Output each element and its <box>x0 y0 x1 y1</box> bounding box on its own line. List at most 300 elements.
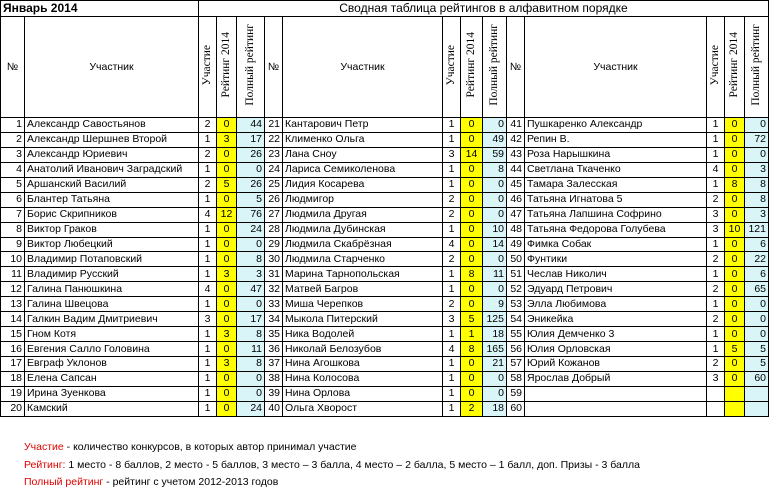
rating-2014-1: 3 <box>217 327 237 342</box>
table-row <box>1 282 769 297</box>
rating-2014-3: 0 <box>725 132 745 147</box>
row-num-3: 55 <box>507 327 525 342</box>
participation-count-1: 1 <box>199 162 217 177</box>
participant-name-2: Ольга Хворост <box>283 401 443 416</box>
full-rating-3 <box>745 386 769 401</box>
table-row <box>1 267 769 282</box>
row-num-3: 43 <box>507 147 525 162</box>
row-num-2: 38 <box>265 371 283 386</box>
row-num-3: 57 <box>507 357 525 372</box>
rating-2014-1: 0 <box>217 401 237 416</box>
participant-name-2: Николай Белозубов <box>283 342 443 357</box>
full-rating-1: 44 <box>237 118 265 133</box>
participation-count-2: 1 <box>443 177 461 192</box>
rating-2014-3: 0 <box>725 327 745 342</box>
table-row <box>1 147 769 162</box>
participation-count-2: 1 <box>443 386 461 401</box>
col-num-1: № <box>1 17 25 118</box>
row-num-3: 59 <box>507 386 525 401</box>
participant-name-2: Людмила Скабрёзная <box>283 237 443 252</box>
col-participant-3: Участник <box>525 17 707 118</box>
participant-name-2: Миша Черепков <box>283 297 443 312</box>
participation-count-3: 2 <box>707 282 725 297</box>
rating-2014-3: 0 <box>725 207 745 222</box>
participation-count-2: 4 <box>443 342 461 357</box>
row-num-2: 34 <box>265 312 283 327</box>
col-participation-3: Участие <box>709 44 721 86</box>
full-rating-1: 24 <box>237 222 265 237</box>
participation-count-3: 1 <box>707 267 725 282</box>
participation-count-2: 1 <box>443 357 461 372</box>
full-rating-3: 60 <box>745 371 769 386</box>
participation-count-1: 4 <box>199 282 217 297</box>
row-num-1: 5 <box>1 177 25 192</box>
rating-2014-2: 5 <box>461 312 483 327</box>
row-num-2: 27 <box>265 207 283 222</box>
rating-2014-3: 0 <box>725 312 745 327</box>
row-num-3: 42 <box>507 132 525 147</box>
full-rating-1: 26 <box>237 177 265 192</box>
table-row <box>1 192 769 207</box>
participant-name-1: Анатолий Иванович Заградский <box>25 162 199 177</box>
participation-count-1: 4 <box>199 207 217 222</box>
full-rating-3: 3 <box>745 207 769 222</box>
full-rating-2: 0 <box>483 386 507 401</box>
rating-2014-1: 0 <box>217 192 237 207</box>
participant-name-3: Роза Нарышкина <box>525 147 707 162</box>
rating-2014-3: 0 <box>725 237 745 252</box>
rating-2014-2: 0 <box>461 207 483 222</box>
full-rating-3: 0 <box>745 327 769 342</box>
table-row <box>1 386 769 401</box>
full-rating-2: 0 <box>483 282 507 297</box>
participant-name-2: Марина Тарнопольская <box>283 267 443 282</box>
full-rating-3: 65 <box>745 282 769 297</box>
participation-count-2: 3 <box>443 312 461 327</box>
full-rating-1: 17 <box>237 312 265 327</box>
participant-name-1: Галкин Вадим Дмитриевич <box>25 312 199 327</box>
row-num-2: 32 <box>265 282 283 297</box>
participant-name-1: Елена Сапсан <box>25 371 199 386</box>
full-rating-2: 18 <box>483 327 507 342</box>
full-rating-2: 8 <box>483 162 507 177</box>
full-rating-2: 0 <box>483 371 507 386</box>
table-row <box>1 118 769 133</box>
rating-2014-3 <box>725 401 745 416</box>
participant-name-3: Чеслав Николич <box>525 267 707 282</box>
rating-2014-1: 0 <box>217 386 237 401</box>
row-num-2: 23 <box>265 147 283 162</box>
participant-name-2: Ника Водолей <box>283 327 443 342</box>
col-rating-3: Рейтинг 2014 <box>728 32 740 98</box>
row-num-3: 52 <box>507 282 525 297</box>
participation-count-3 <box>707 386 725 401</box>
header-row <box>1 17 769 118</box>
full-rating-3: 121 <box>745 222 769 237</box>
participation-count-2: 2 <box>443 252 461 267</box>
participation-count-2: 1 <box>443 401 461 416</box>
rating-2014-2: 0 <box>461 371 483 386</box>
rating-2014-2: 8 <box>461 267 483 282</box>
full-rating-3: 8 <box>745 177 769 192</box>
legend-full-rating-key: Полный рейтинг <box>24 476 104 488</box>
full-rating-1: 47 <box>237 282 265 297</box>
table-row <box>1 357 769 372</box>
row-num-2: 24 <box>265 162 283 177</box>
row-num-2: 35 <box>265 327 283 342</box>
row-num-3: 56 <box>507 342 525 357</box>
full-rating-1: 24 <box>237 401 265 416</box>
full-rating-1: 0 <box>237 386 265 401</box>
participant-name-3 <box>525 386 707 401</box>
participation-count-3: 4 <box>707 162 725 177</box>
row-num-1: 18 <box>1 371 25 386</box>
row-num-3: 51 <box>507 267 525 282</box>
participation-count-1: 1 <box>199 252 217 267</box>
full-rating-2: 14 <box>483 237 507 252</box>
row-num-3: 46 <box>507 192 525 207</box>
row-num-3: 44 <box>507 162 525 177</box>
full-rating-1: 26 <box>237 147 265 162</box>
legend-participation <box>24 441 357 453</box>
rating-2014-1: 0 <box>217 371 237 386</box>
row-num-2: 30 <box>265 252 283 267</box>
participant-name-3 <box>525 401 707 416</box>
col-rating-1: Рейтинг 2014 <box>220 32 232 98</box>
row-num-3: 47 <box>507 207 525 222</box>
participation-count-3: 1 <box>707 237 725 252</box>
participation-count-1: 1 <box>199 386 217 401</box>
full-rating-1: 0 <box>237 237 265 252</box>
participant-name-3: Татьяна Лапшина Софрино <box>525 207 707 222</box>
row-num-2: 25 <box>265 177 283 192</box>
participation-count-3: 1 <box>707 297 725 312</box>
row-num-1: 16 <box>1 342 25 357</box>
full-rating-1: 0 <box>237 162 265 177</box>
participant-name-2: Нина Агошкова <box>283 357 443 372</box>
participant-name-2: Клименко Ольга <box>283 132 443 147</box>
full-rating-2: 0 <box>483 252 507 267</box>
participant-name-3: Татьяна Игнатова 5 <box>525 192 707 207</box>
participant-name-1: Александр Шершнев Второй <box>25 132 199 147</box>
full-rating-2: 0 <box>483 177 507 192</box>
rating-2014-1: 0 <box>217 147 237 162</box>
participant-name-1: Владимир Потаповский <box>25 252 199 267</box>
rating-2014-3: 0 <box>725 147 745 162</box>
rating-2014-3: 0 <box>725 357 745 372</box>
full-rating-2: 165 <box>483 342 507 357</box>
full-rating-1: 0 <box>237 297 265 312</box>
rating-2014-2: 1 <box>461 327 483 342</box>
participation-count-1: 2 <box>199 177 217 192</box>
participation-count-3: 2 <box>707 357 725 372</box>
rating-2014-3: 0 <box>725 118 745 133</box>
legend-full-rating <box>24 476 278 488</box>
participation-count-1: 1 <box>199 342 217 357</box>
rating-2014-1: 12 <box>217 207 237 222</box>
month-title: Январь 2014 <box>1 1 199 17</box>
participation-count-2: 1 <box>443 118 461 133</box>
row-num-1: 9 <box>1 237 25 252</box>
participant-name-3: Элла Любимова <box>525 297 707 312</box>
rating-2014-3: 0 <box>725 192 745 207</box>
rating-2014-1: 0 <box>217 162 237 177</box>
rating-2014-2: 0 <box>461 386 483 401</box>
rating-2014-2: 0 <box>461 162 483 177</box>
participation-count-3: 3 <box>707 222 725 237</box>
row-num-3: 48 <box>507 222 525 237</box>
participant-name-3: Фунтики <box>525 252 707 267</box>
legend-participation-text: - количество конкурсов, в которых автор принимал участие <box>63 441 357 453</box>
row-num-3: 53 <box>507 297 525 312</box>
rating-2014-1: 0 <box>217 222 237 237</box>
participation-count-1: 1 <box>199 371 217 386</box>
full-rating-3: 5 <box>745 342 769 357</box>
participant-name-2: Матвей Багров <box>283 282 443 297</box>
rating-2014-3: 10 <box>725 222 745 237</box>
participant-name-2: Нина Колосова <box>283 371 443 386</box>
participation-count-3 <box>707 401 725 416</box>
participant-name-3: Ярослав Добрый <box>525 371 707 386</box>
col-full-rating-1: Полный рейтинг <box>244 24 256 106</box>
participation-count-2: 1 <box>443 371 461 386</box>
row-num-3: 49 <box>507 237 525 252</box>
full-rating-2: 11 <box>483 267 507 282</box>
participation-count-1: 1 <box>199 297 217 312</box>
legend-rating-key: Рейтинг: <box>24 459 66 471</box>
full-rating-2: 18 <box>483 401 507 416</box>
rating-2014-3: 0 <box>725 162 745 177</box>
full-rating-2: 59 <box>483 147 507 162</box>
table-row <box>1 132 769 147</box>
legend-full-rating-text: - рейтинг с учетом 2012-2013 годов <box>103 476 279 488</box>
participation-count-1: 3 <box>199 312 217 327</box>
full-rating-3: 6 <box>745 237 769 252</box>
participation-count-3: 1 <box>707 327 725 342</box>
rating-2014-1: 3 <box>217 267 237 282</box>
table-row <box>1 401 769 416</box>
col-full-rating-2: Полный рейтинг <box>488 24 500 106</box>
full-rating-3: 5 <box>745 357 769 372</box>
row-num-1: 10 <box>1 252 25 267</box>
full-rating-1: 8 <box>237 252 265 267</box>
full-rating-2: 49 <box>483 132 507 147</box>
table-row <box>1 177 769 192</box>
participation-count-3: 2 <box>707 192 725 207</box>
participation-count-2: 2 <box>443 207 461 222</box>
participant-name-1: Евграф Уклонов <box>25 357 199 372</box>
rating-2014-3: 5 <box>725 342 745 357</box>
legend-rating-text: 1 место - 8 баллов, 2 место - 5 баллов, 3 место – 3 балла, 4 место – 2 балла, 5 место – 1 балл, доп. Призы - 3 балла <box>65 459 640 471</box>
participant-name-1: Борис Скрипников <box>25 207 199 222</box>
participation-count-2: 1 <box>443 132 461 147</box>
participation-count-2: 1 <box>443 282 461 297</box>
participation-count-3: 1 <box>707 132 725 147</box>
participant-name-3: Фимка Собак <box>525 237 707 252</box>
rating-2014-1: 5 <box>217 177 237 192</box>
rating-2014-2: 0 <box>461 118 483 133</box>
participation-count-3: 2 <box>707 252 725 267</box>
row-num-2: 29 <box>265 237 283 252</box>
participation-count-2: 3 <box>443 147 461 162</box>
full-rating-1: 3 <box>237 267 265 282</box>
full-rating-1: 8 <box>237 327 265 342</box>
row-num-1: 2 <box>1 132 25 147</box>
table-row <box>1 162 769 177</box>
participation-count-1: 1 <box>199 327 217 342</box>
full-rating-3: 72 <box>745 132 769 147</box>
row-num-1: 17 <box>1 357 25 372</box>
legend-rating <box>24 459 640 471</box>
rating-2014-1: 0 <box>217 342 237 357</box>
participation-count-1: 1 <box>199 237 217 252</box>
table-row <box>1 327 769 342</box>
rating-2014-1: 0 <box>217 297 237 312</box>
col-rating-2: Рейтинг 2014 <box>465 32 477 98</box>
full-rating-2: 0 <box>483 207 507 222</box>
participant-name-1: Виктор Любецкий <box>25 237 199 252</box>
table-row <box>1 237 769 252</box>
row-num-2: 39 <box>265 386 283 401</box>
rating-2014-2: 14 <box>461 147 483 162</box>
row-num-3: 45 <box>507 177 525 192</box>
row-num-3: 60 <box>507 401 525 416</box>
participant-name-2: Мыкола Питерский <box>283 312 443 327</box>
rating-2014-2: 0 <box>461 192 483 207</box>
participation-count-2: 2 <box>443 297 461 312</box>
col-participation-1: Участие <box>201 44 213 86</box>
full-rating-2: 9 <box>483 297 507 312</box>
participant-name-3: Юрий Кожанов <box>525 357 707 372</box>
row-num-1: 13 <box>1 297 25 312</box>
participant-name-1: Александр Юриевич <box>25 147 199 162</box>
rating-2014-2: 2 <box>461 401 483 416</box>
participation-count-3: 3 <box>707 207 725 222</box>
full-rating-3: 3 <box>745 162 769 177</box>
participant-name-3: Репин В. <box>525 132 707 147</box>
participant-name-3: Эдуард Петрович <box>525 282 707 297</box>
rating-2014-2: 0 <box>461 252 483 267</box>
rating-2014-2: 0 <box>461 132 483 147</box>
participation-count-3: 1 <box>707 342 725 357</box>
col-participant-2: Участник <box>283 17 443 118</box>
participation-count-1: 1 <box>199 192 217 207</box>
full-rating-2: 21 <box>483 357 507 372</box>
rating-2014-3: 0 <box>725 252 745 267</box>
participant-name-2: Людмила Старченко <box>283 252 443 267</box>
participant-name-1: Аршанский Василий <box>25 177 199 192</box>
rating-2014-2: 0 <box>461 357 483 372</box>
participant-name-2: Кантарович Петр <box>283 118 443 133</box>
row-num-1: 19 <box>1 386 25 401</box>
rating-2014-1: 0 <box>217 282 237 297</box>
participation-count-1: 2 <box>199 118 217 133</box>
row-num-1: 14 <box>1 312 25 327</box>
rating-2014-2: 0 <box>461 177 483 192</box>
participation-count-2: 1 <box>443 222 461 237</box>
row-num-1: 11 <box>1 267 25 282</box>
participant-name-3: Юлия Демченко 3 <box>525 327 707 342</box>
rating-2014-1: 0 <box>217 237 237 252</box>
col-num-2: № <box>265 17 283 118</box>
participant-name-2: Людмила Другая <box>283 207 443 222</box>
col-num-3: № <box>507 17 525 118</box>
table-row <box>1 371 769 386</box>
table-row <box>1 312 769 327</box>
participant-name-2: Лидия Косарева <box>283 177 443 192</box>
participation-count-1: 2 <box>199 147 217 162</box>
full-rating-2: 125 <box>483 312 507 327</box>
participation-count-2: 4 <box>443 237 461 252</box>
participant-name-1: Александр Савостьянов <box>25 118 199 133</box>
full-rating-3: 22 <box>745 252 769 267</box>
participant-name-1: Галина Панюшкина <box>25 282 199 297</box>
rating-2014-3: 8 <box>725 177 745 192</box>
row-num-2: 22 <box>265 132 283 147</box>
row-num-2: 31 <box>265 267 283 282</box>
rating-2014-1: 3 <box>217 132 237 147</box>
participant-name-3: Татьяна Федорова Голубева <box>525 222 707 237</box>
row-num-2: 36 <box>265 342 283 357</box>
participation-count-2: 1 <box>443 267 461 282</box>
full-rating-1: 8 <box>237 357 265 372</box>
col-participation-2: Участие <box>445 44 457 86</box>
full-rating-3: 6 <box>745 267 769 282</box>
full-rating-3: 0 <box>745 118 769 133</box>
table-title: Сводная таблица рейтингов в алфавитном порядке <box>199 1 769 17</box>
full-rating-2: 0 <box>483 192 507 207</box>
row-num-1: 4 <box>1 162 25 177</box>
full-rating-1: 5 <box>237 192 265 207</box>
row-num-2: 21 <box>265 118 283 133</box>
table-row <box>1 222 769 237</box>
participation-count-3: 1 <box>707 118 725 133</box>
participant-name-1: Виктор Граков <box>25 222 199 237</box>
rating-2014-2: 0 <box>461 282 483 297</box>
full-rating-3: 0 <box>745 147 769 162</box>
participant-name-1: Евгения Салло Головина <box>25 342 199 357</box>
table-row <box>1 207 769 222</box>
participant-name-2: Людмила Дубинская <box>283 222 443 237</box>
full-rating-1: 76 <box>237 207 265 222</box>
row-num-2: 33 <box>265 297 283 312</box>
participant-name-1: Ирина Зуенкова <box>25 386 199 401</box>
rating-2014-3: 0 <box>725 371 745 386</box>
participation-count-1: 1 <box>199 357 217 372</box>
full-rating-2: 10 <box>483 222 507 237</box>
col-participant-1: Участник <box>25 17 199 118</box>
row-num-1: 20 <box>1 401 25 416</box>
row-num-2: 37 <box>265 357 283 372</box>
full-rating-1: 0 <box>237 371 265 386</box>
participation-count-2: 1 <box>443 162 461 177</box>
participation-count-3: 2 <box>707 312 725 327</box>
rating-2014-3 <box>725 386 745 401</box>
rating-2014-1: 0 <box>217 118 237 133</box>
full-rating-3: 8 <box>745 192 769 207</box>
table-row <box>1 297 769 312</box>
participant-name-1: Блантер Татьяна <box>25 192 199 207</box>
row-num-3: 50 <box>507 252 525 267</box>
full-rating-2: 0 <box>483 118 507 133</box>
participation-count-2: 2 <box>443 192 461 207</box>
participation-count-1: 1 <box>199 401 217 416</box>
participant-name-2: Лариса Семиколенова <box>283 162 443 177</box>
rating-2014-1: 3 <box>217 357 237 372</box>
row-num-3: 41 <box>507 118 525 133</box>
full-rating-3: 0 <box>745 312 769 327</box>
participant-name-3: Тамара Залесская <box>525 177 707 192</box>
